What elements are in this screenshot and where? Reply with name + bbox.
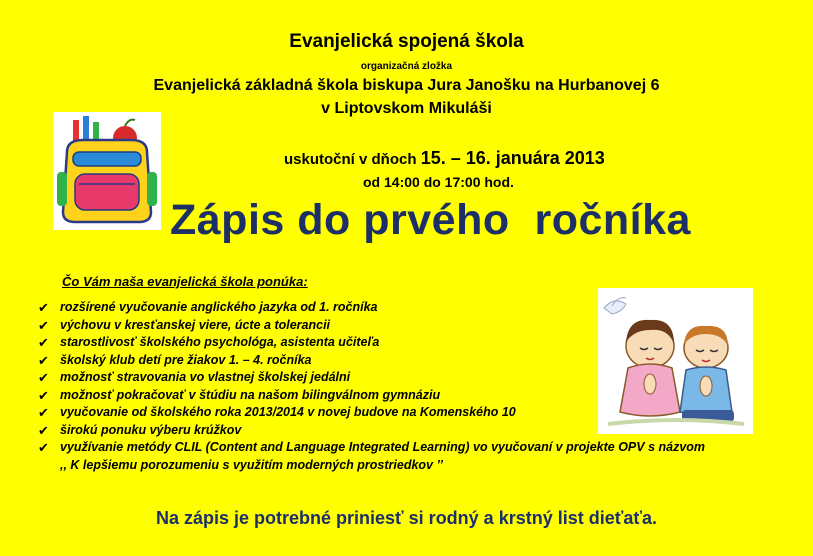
school-city: v Liptovskom Mikuláši: [321, 100, 492, 117]
event-hours: od 14:00 do 17:00 hod.: [363, 174, 514, 190]
check-icon: ✔: [38, 405, 49, 420]
check-icon: ✔: [38, 422, 49, 438]
list-item: ✔ vyučovanie od školského roka 2013/2014 v novej budove na Komenského 10: [38, 405, 516, 420]
unit-label: organizačná zložka: [360, 61, 453, 72]
list-item: ✔ výchovu v kresťanskej viere, úcte a tolerancii: [38, 317, 331, 333]
list-item: ✔ rozšírené vyučovanie anglického jazyka od 1. ročníka: [38, 300, 378, 315]
event-dates-prefix: uskutoční v dňoch: [284, 151, 421, 168]
footer-note: Na zápis je potrebné priniesť si rodný a krstný list dieťaťa.: [155, 508, 658, 528]
page-title: Zápis do prvého ročníka: [170, 196, 691, 244]
praying-children-icon: [598, 288, 753, 434]
event-dates-value: 15. – 16. januára 2013: [420, 148, 605, 168]
check-icon: ✔: [38, 352, 49, 368]
school-backpack-icon: [53, 112, 161, 230]
school-name: Evanjelická spojená škola: [289, 31, 524, 52]
check-icon: ✔: [38, 335, 49, 350]
school-full-name: Evanjelická základná škola biskupa Jura Janošku na Hurbanovej 6: [153, 77, 660, 94]
list-item: ✔ širokú ponuku výberu krúžkov: [38, 422, 242, 438]
list-item: ✔ využívanie metódy CLIL (Content and Language Integrated Learning) vo vyučovaní v projekte OPV s názvom ,, K lepšiemu porozumeniu s využitím moderných prostriedkov ’’: [38, 439, 758, 474]
list-item: ✔ možnosť stravovania vo vlastnej školskej jedálni: [38, 370, 351, 385]
offers-continuation: ,, K lepšiemu porozumeniu s využitím moderných prostriedkov ’’: [60, 457, 443, 472]
check-icon: ✔: [38, 300, 49, 315]
list-item: ✔ možnosť pokračovať v štúdiu na našom bilingválnom gymnáziu: [38, 387, 441, 403]
list-item: ✔ starostlivosť školského psychológa, asistenta učiteľa: [38, 335, 380, 350]
check-icon: ✔: [38, 370, 49, 385]
event-dates: [284, 148, 605, 169]
check-icon: ✔: [38, 440, 49, 455]
list-item: ✔ školský klub detí pre žiakov 1. – 4. ročníka: [38, 352, 312, 368]
check-icon: ✔: [38, 387, 49, 403]
offers-heading: Čo Vám naša evanjelická škola ponúka:: [62, 274, 308, 289]
check-icon: ✔: [38, 317, 49, 333]
